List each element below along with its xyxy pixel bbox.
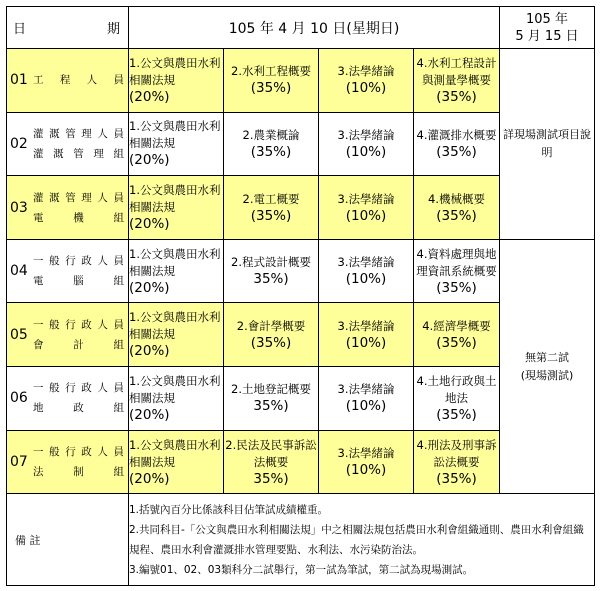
group-cell: 05 一般行政人員 會 計 組 — [7, 303, 129, 367]
table-row — [7, 239, 595, 303]
subject-cell: 4.灌溉排水概要 (35%) — [414, 112, 500, 176]
notes-row — [7, 494, 595, 586]
subject-cell: 4.經濟學概要 (35%) — [414, 303, 500, 367]
subject-cell: 3.法學緒論 (10%) — [319, 430, 414, 494]
second-exam-note: 詳現場測試項目說明 — [500, 49, 595, 240]
subject-cell: 3.法學緒論 (10%) — [319, 112, 414, 176]
subject-cell: 3.法學緒論 (10%) — [319, 239, 414, 303]
subject-cell: 4.水利工程設計與測量學概要 (35%) — [414, 49, 500, 113]
subject-cell: 2.土地登記概要 35%) — [224, 367, 319, 431]
subject-cell: 4.刑法及刑事訴訟法概要 (35%) — [414, 430, 500, 494]
subject-cell: 1.公文與農田水利相關法規 (20%) — [129, 49, 224, 113]
exam-schedule-table — [6, 6, 595, 586]
subject-cell: 2.會計學概要 (35%) — [224, 303, 319, 367]
subject-cell: 4.資料處理與地理資訊系統概要 (35%) — [414, 239, 500, 303]
no-second-exam-note: 無第二試 (現場測試) — [500, 239, 595, 493]
notes-body: 1.括號內百分比係該科目佔筆試成績權重。 2.共同科目-「公文與農田水利相關法規」中之相關法規包括農田水利會組織通則、農田水利會組織規程、農田水利會灌溉排水管理要點、水利法、水污染防治法。 3.編號01、02、03類科分二試舉行，第一試為筆試，第二試為現場測試。 — [129, 494, 595, 586]
table-row — [7, 49, 595, 113]
subject-cell: 4.土地行政與土地法 (35%) — [414, 367, 500, 431]
group-cell: 03 灌溉管理人員 電 機 組 — [7, 176, 129, 240]
subject-cell: 1.公文與農田水利相關法規 (20%) — [129, 367, 224, 431]
subject-cell: 1.公文與農田水利相關法規 (20%) — [129, 239, 224, 303]
subject-cell: 2.程式設計概要 35%) — [224, 239, 319, 303]
date-header: 日 期 — [7, 7, 129, 49]
subject-cell: 1.公文與農田水利相關法規 (20%) — [129, 430, 224, 494]
subject-cell: 1.公文與農田水利相關法規 (20%) — [129, 176, 224, 240]
subject-cell: 3.法學緒論 (10%) — [319, 367, 414, 431]
group-cell: 02 灌溉管理人員 灌 溉 管 理 組 — [7, 112, 129, 176]
exam-day-header: 105 年 4 月 10 日(星期日) — [129, 7, 500, 49]
subject-cell: 2.電工概要 (35%) — [224, 176, 319, 240]
subject-cell: 1.公文與農田水利相關法規 (20%) — [129, 112, 224, 176]
subject-cell: 4.機械概要 (35%) — [414, 176, 500, 240]
group-cell: 01 工 程 人 員 — [7, 49, 129, 113]
header-row — [7, 7, 595, 49]
group-cell: 04 一般行政人員 電 腦 組 — [7, 239, 129, 303]
subject-cell: 2.農業概論 (35%) — [224, 112, 319, 176]
subject-cell: 3.法學緒論 (10%) — [319, 303, 414, 367]
second-day-header: 105 年 5 月 15 日 — [500, 7, 595, 49]
subject-cell: 2.民法及民事訴訟法概要 35%) — [224, 430, 319, 494]
subject-cell: 1.公文與農田水利相關法規 (20%) — [129, 303, 224, 367]
subject-cell: 3.法學緒論 (10%) — [319, 49, 414, 113]
group-cell: 06 一般行政人員 地 政 組 — [7, 367, 129, 431]
group-cell: 07 一般行政人員 法 制 組 — [7, 430, 129, 494]
subject-cell: 3.法學緒論 (10%) — [319, 176, 414, 240]
subject-cell: 2.水利工程概要 (35%) — [224, 49, 319, 113]
notes-label: 備 註 — [7, 494, 129, 586]
